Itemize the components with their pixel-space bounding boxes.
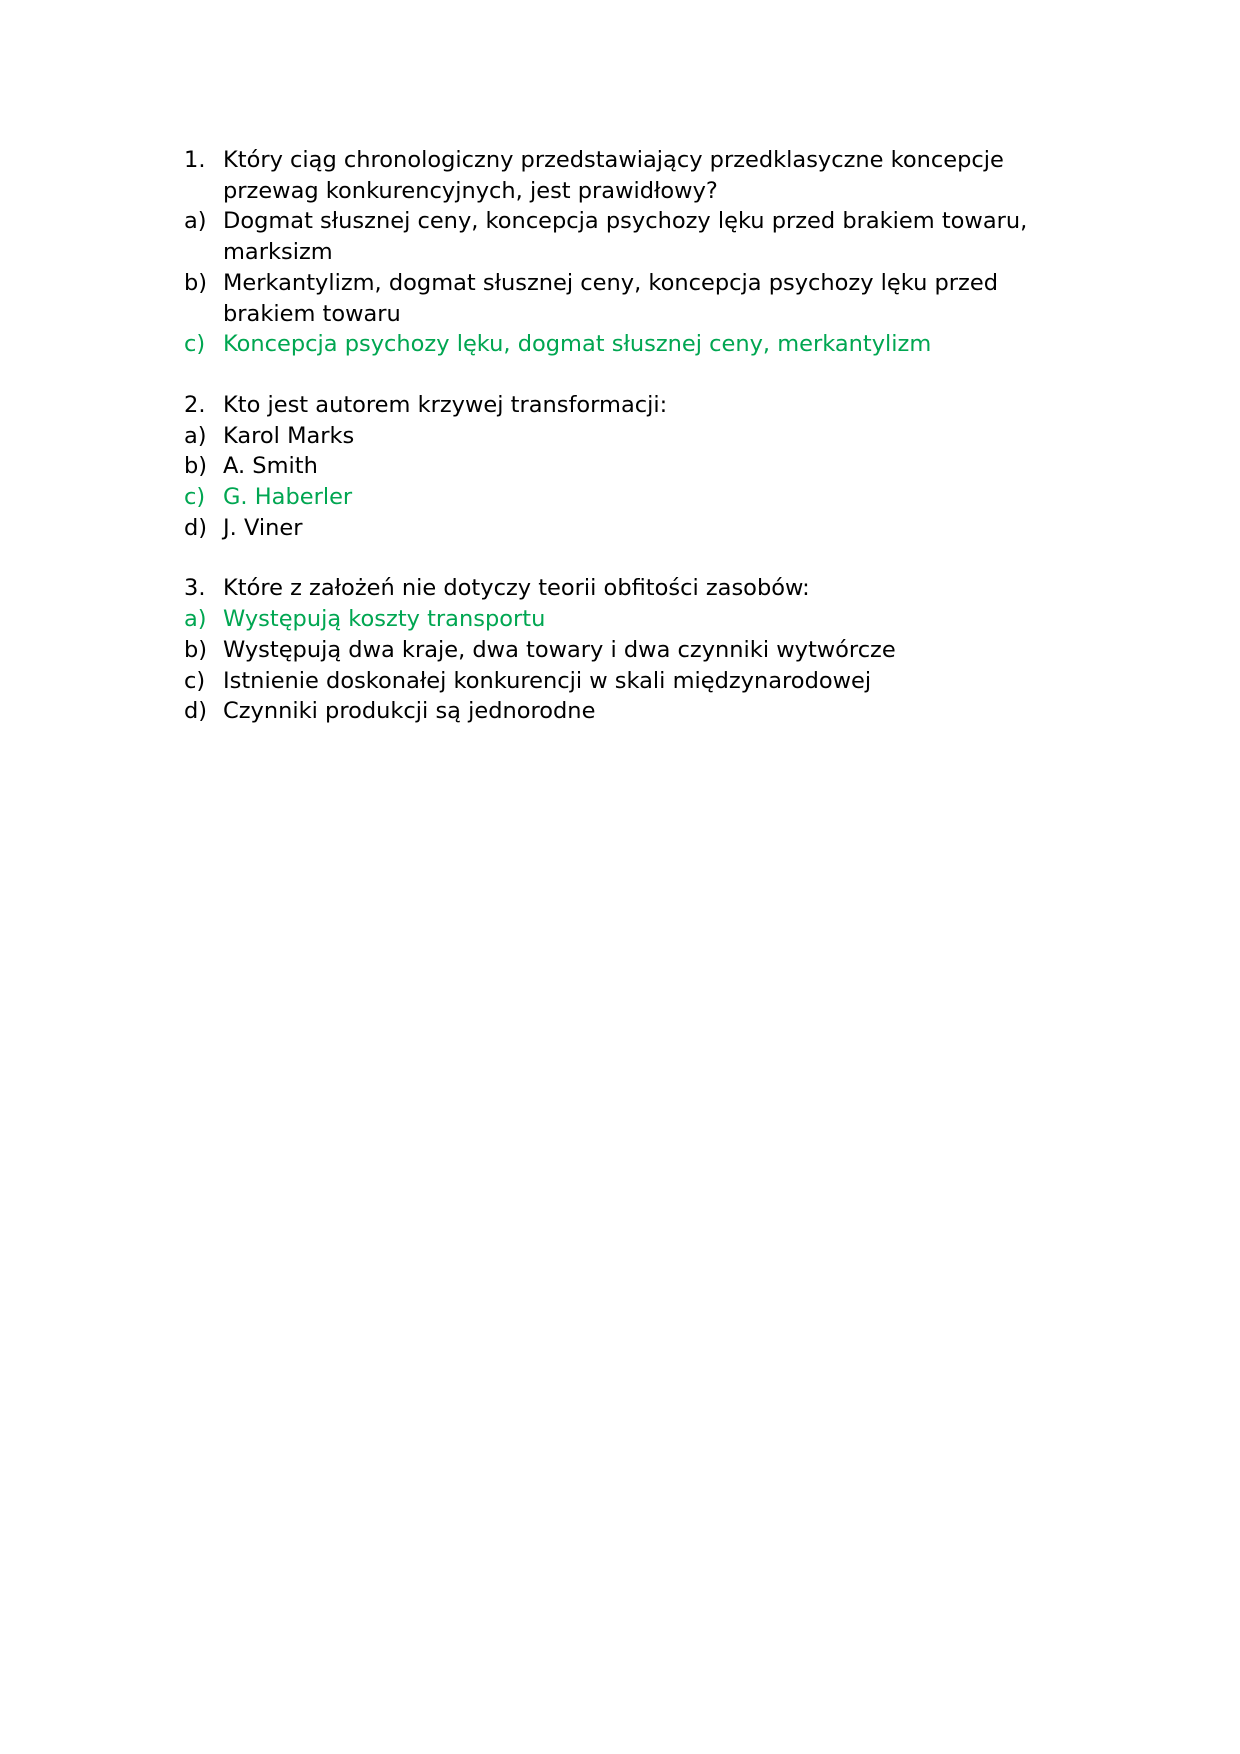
answer-2d bbox=[184, 513, 1064, 544]
answer-text: Koncepcja psychozy lęku, dogmat słusznej ceny, merkantylizm bbox=[223, 331, 932, 358]
answer-text: Merkantylizm, dogmat słusznej ceny, koncepcja psychozy lęku przed brakiem towaru bbox=[223, 269, 998, 327]
quiz-content bbox=[184, 145, 1064, 757]
answer-2c-correct bbox=[184, 482, 1064, 513]
answer-3b bbox=[184, 635, 1064, 666]
question-2 bbox=[184, 390, 1064, 544]
question-1 bbox=[184, 145, 1064, 360]
answer-text: Karol Marks bbox=[223, 422, 355, 449]
question-2-stem bbox=[184, 390, 1064, 421]
answer-text: Dogmat słusznej ceny, koncepcja psychozy lęku przed brakiem towaru, marksizm bbox=[223, 208, 1028, 266]
question-number: 1. bbox=[184, 147, 206, 173]
answer-letter: a) bbox=[184, 208, 207, 235]
answer-letter: c) bbox=[184, 484, 206, 511]
answer-letter: b) bbox=[184, 636, 208, 663]
answer-text: Czynniki produkcji są jednorodne bbox=[223, 698, 596, 725]
answer-3a-correct bbox=[184, 604, 1064, 635]
answer-text: Istnienie doskonałej konkurencji w skali międzynarodowej bbox=[223, 667, 872, 694]
answer-text: Występują koszty transportu bbox=[223, 606, 546, 633]
question-3 bbox=[184, 573, 1064, 727]
question-text: Które z założeń nie dotyczy teorii obfitości zasobów: bbox=[223, 575, 810, 602]
answer-text: G. Haberler bbox=[223, 484, 353, 511]
answer-letter: d) bbox=[184, 514, 208, 541]
question-text: Kto jest autorem krzywej transformacji: bbox=[223, 391, 668, 418]
answer-letter: b) bbox=[184, 269, 208, 296]
question-1-stem bbox=[184, 145, 1064, 206]
question-number: 3. bbox=[184, 575, 206, 602]
answer-1b bbox=[184, 268, 1064, 329]
answer-letter: c) bbox=[184, 667, 206, 694]
answer-letter: d) bbox=[184, 698, 208, 725]
question-number: 2. bbox=[184, 391, 206, 418]
answer-letter: b) bbox=[184, 453, 208, 480]
answer-letter: a) bbox=[184, 606, 207, 633]
answer-text: Występują dwa kraje, dwa towary i dwa czynniki wytwórcze bbox=[223, 636, 896, 663]
answer-letter: a) bbox=[184, 422, 207, 449]
answer-1c-correct bbox=[184, 329, 1064, 360]
answer-text: A. Smith bbox=[223, 453, 318, 480]
answer-3d bbox=[184, 696, 1064, 727]
question-text: Który ciąg chronologiczny przedstawiający przedklasyczne koncepcje przewag konkurencyjnych, jest prawidłowy? bbox=[223, 147, 1004, 204]
answer-3c bbox=[184, 666, 1064, 697]
answer-2b bbox=[184, 451, 1064, 482]
answer-letter: c) bbox=[184, 331, 206, 358]
answer-1a bbox=[184, 206, 1064, 267]
question-3-stem bbox=[184, 573, 1064, 604]
answer-2a bbox=[184, 421, 1064, 452]
answer-text: J. Viner bbox=[223, 514, 303, 541]
